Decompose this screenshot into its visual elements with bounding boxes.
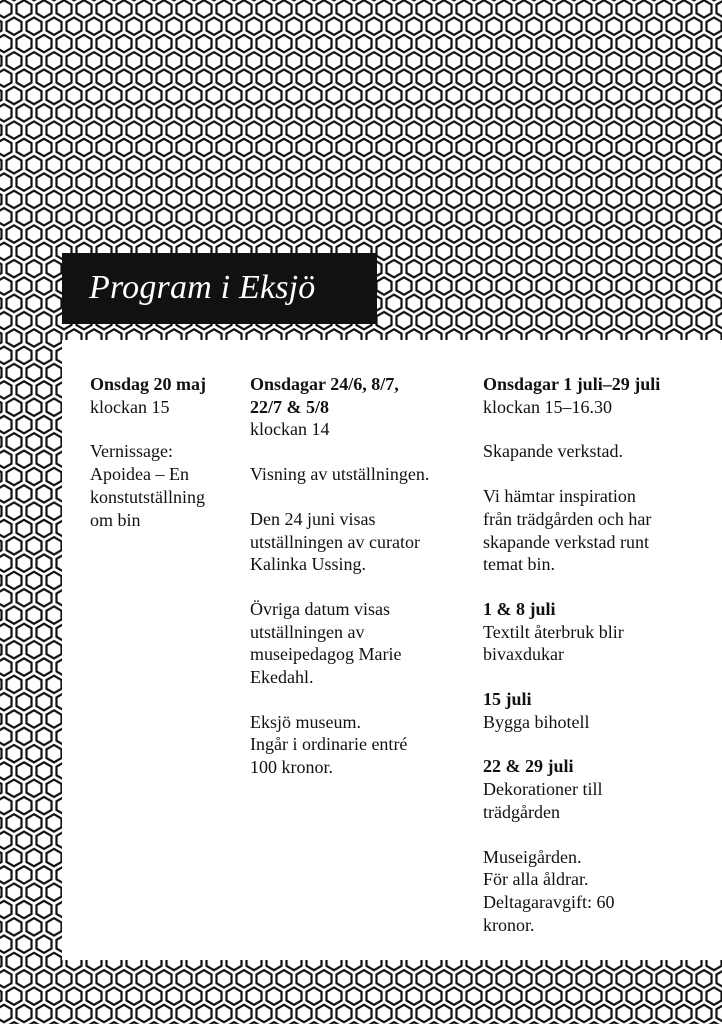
event-block (90, 373, 240, 418)
event-line: Ekedahl. (250, 667, 314, 688)
event-line: utställningen av (250, 621, 365, 642)
event-line: 100 kronor. (250, 757, 333, 778)
event-heading: 22 & 29 juli (483, 756, 574, 777)
event-heading: Onsdag 20 maj (90, 374, 207, 394)
event-line: museipedagog Marie (250, 644, 402, 665)
event-block (90, 440, 240, 531)
event-line: Den 24 juni visas (250, 508, 376, 529)
event-line: Eksjö museum. (250, 711, 361, 732)
column-1 (90, 373, 240, 531)
event-line: temat bin. (483, 554, 555, 575)
page-title: Program i Eksjö (89, 269, 316, 306)
event-heading: 22/7 & 5/8 (250, 396, 329, 417)
event-block (250, 373, 450, 441)
event-line: trädgården (483, 801, 560, 822)
event-block (483, 440, 713, 463)
event-line: För alla åldrar. (483, 869, 589, 890)
event-line: klockan 15–16.30 (483, 396, 612, 417)
event-heading: 15 juli (483, 689, 532, 710)
event-heading: 1 & 8 juli (483, 598, 556, 619)
event-line: Vi hämtar inspiration (483, 486, 636, 507)
event-line: kronor. (483, 914, 535, 935)
event-block (250, 463, 450, 486)
event-line: Övriga datum visas (250, 598, 390, 619)
event-line: konstutställning (90, 486, 206, 507)
event-line: Skapande verkstad. (483, 441, 623, 462)
event-line: Textilt återbruk blir (483, 621, 624, 642)
column-3 (483, 373, 713, 936)
event-line: Dekorationer till (483, 779, 603, 800)
program-panel (62, 340, 722, 960)
event-line: Vernissage: (90, 441, 173, 462)
event-line: Deltagaravgift: 60 (483, 891, 615, 912)
title-banner (62, 253, 377, 324)
event-block (483, 688, 713, 733)
event-heading: Onsdagar 1 juli–29 juli (483, 374, 661, 394)
event-block (250, 508, 450, 576)
event-block (483, 373, 713, 418)
event-line: Apoidea – En (90, 464, 189, 485)
event-line: utställningen av curator (250, 531, 420, 552)
event-line: Ingår i ordinarie entré (250, 734, 408, 755)
event-line: bivaxdukar (483, 644, 564, 665)
event-line: Museigården. (483, 846, 582, 867)
event-block (483, 755, 713, 823)
event-block (483, 846, 713, 937)
event-block (250, 711, 450, 779)
event-block (483, 598, 713, 666)
event-line: Bygga bihotell (483, 711, 590, 732)
event-line: klockan 14 (250, 419, 330, 440)
event-block (483, 485, 713, 576)
event-block (250, 598, 450, 689)
event-line: klockan 15 (90, 396, 170, 417)
event-line: från trädgården och har (483, 508, 652, 529)
event-line: skapande verkstad runt (483, 531, 649, 552)
column-2 (250, 373, 450, 779)
event-line: Kalinka Ussing. (250, 554, 366, 575)
event-line: Visning av utställningen. (250, 464, 430, 485)
event-heading: Onsdagar 24/6, 8/7, (250, 374, 399, 394)
event-line: om bin (90, 509, 141, 530)
